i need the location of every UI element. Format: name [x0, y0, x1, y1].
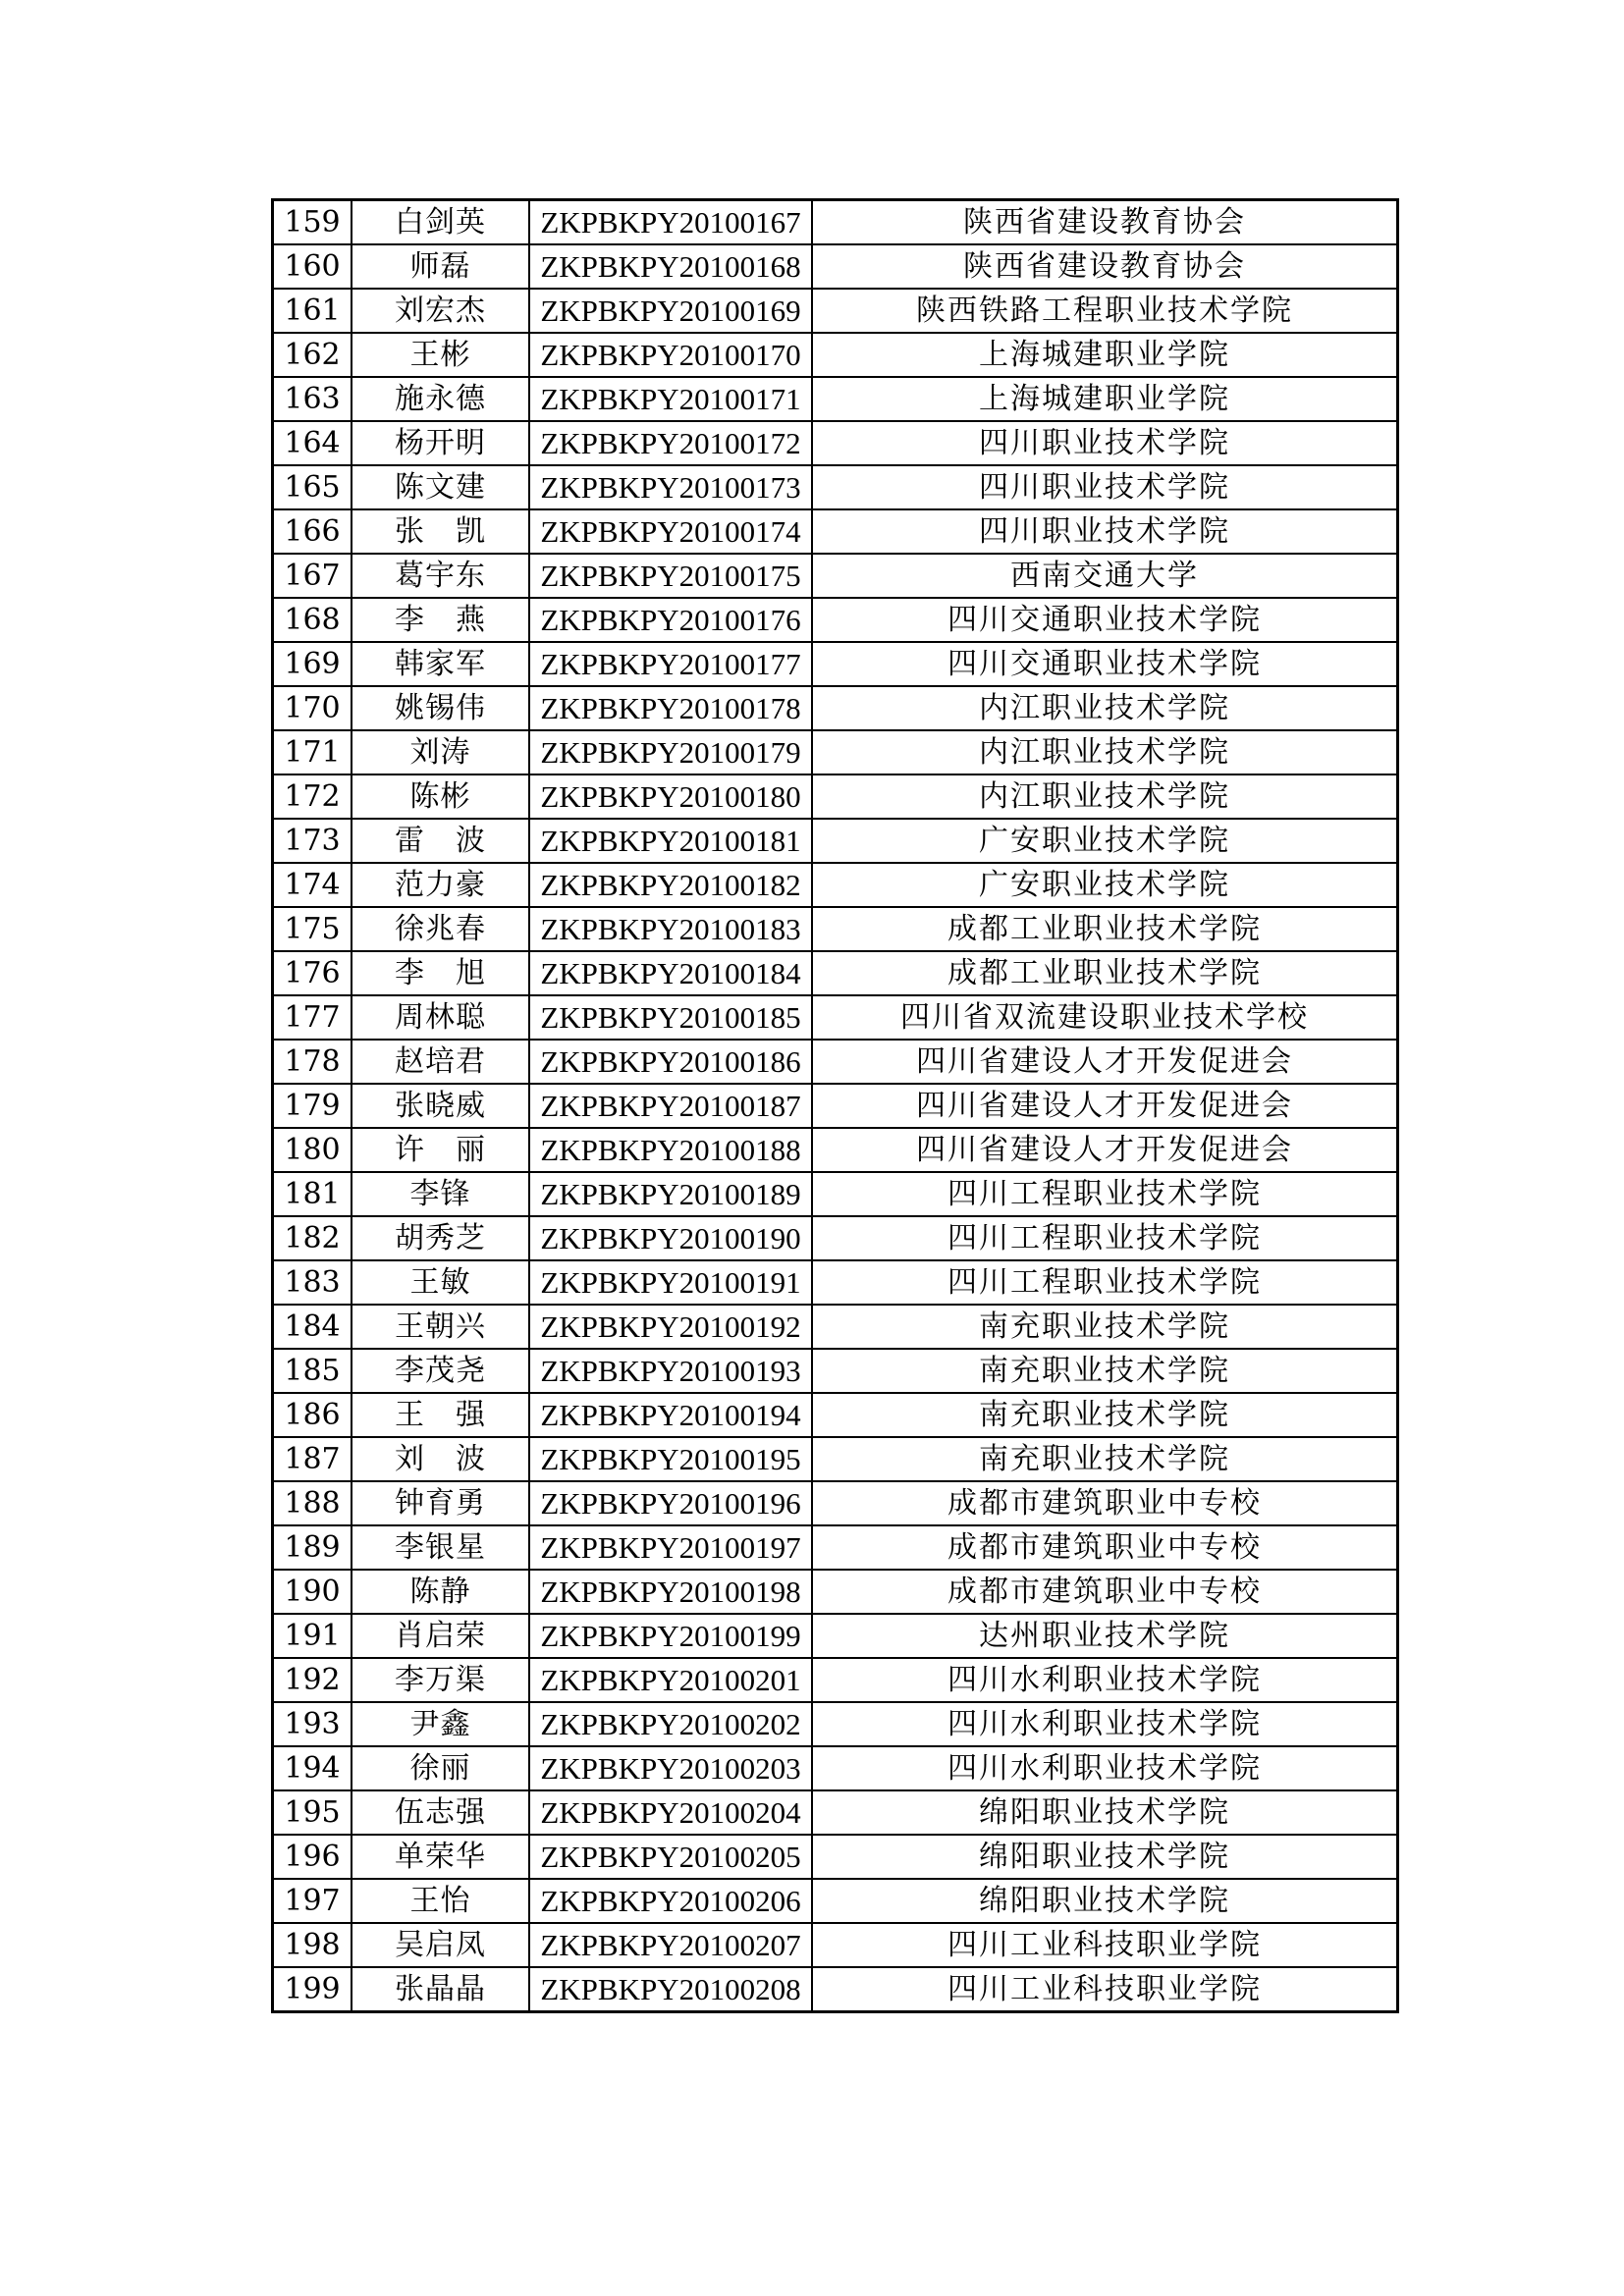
person-name-cell: 白剑英: [352, 200, 529, 245]
person-name-cell: 范力豪: [352, 863, 529, 907]
organization-cell: 四川工业科技职业学院: [812, 1967, 1398, 2012]
table-row: [273, 686, 1398, 730]
person-name-cell: 雷 波: [352, 819, 529, 863]
organization-cell: 南充职业技术学院: [812, 1349, 1398, 1393]
person-name-cell: 刘涛: [352, 730, 529, 774]
person-name-cell: 葛宇东: [352, 554, 529, 598]
organization-cell: 成都工业职业技术学院: [812, 951, 1398, 995]
certificate-id-cell: ZKPBKPY20100199: [529, 1614, 812, 1658]
row-number-cell: 163: [273, 377, 352, 421]
certificate-id-cell: ZKPBKPY20100197: [529, 1525, 812, 1570]
organization-cell: 陕西省建设教育协会: [812, 200, 1398, 245]
certificate-id-cell: ZKPBKPY20100184: [529, 951, 812, 995]
row-number-cell: 168: [273, 598, 352, 642]
certificate-id-cell: ZKPBKPY20100201: [529, 1658, 812, 1702]
table-row: [273, 244, 1398, 289]
row-number-cell: 171: [273, 730, 352, 774]
table-row: [273, 1614, 1398, 1658]
table-row: [273, 863, 1398, 907]
person-name-cell: 王朝兴: [352, 1305, 529, 1349]
row-number-cell: 186: [273, 1393, 352, 1437]
organization-cell: 南充职业技术学院: [812, 1393, 1398, 1437]
table-row: [273, 1305, 1398, 1349]
person-name-cell: 王彬: [352, 333, 529, 377]
organization-cell: 四川工程职业技术学院: [812, 1172, 1398, 1216]
table-row: [273, 951, 1398, 995]
person-name-cell: 王怡: [352, 1879, 529, 1923]
person-name-cell: 尹鑫: [352, 1702, 529, 1746]
person-name-cell: 李 旭: [352, 951, 529, 995]
row-number-cell: 170: [273, 686, 352, 730]
row-number-cell: 188: [273, 1481, 352, 1525]
row-number-cell: 189: [273, 1525, 352, 1570]
row-number-cell: 182: [273, 1216, 352, 1260]
person-name-cell: 徐丽: [352, 1746, 529, 1790]
organization-cell: 成都工业职业技术学院: [812, 907, 1398, 951]
row-number-cell: 177: [273, 995, 352, 1040]
table-row: [273, 1260, 1398, 1305]
table-row: [273, 1128, 1398, 1172]
person-name-cell: 李银星: [352, 1525, 529, 1570]
table-row: [273, 1658, 1398, 1702]
organization-cell: 四川水利职业技术学院: [812, 1658, 1398, 1702]
table-row: [273, 377, 1398, 421]
certificate-id-cell: ZKPBKPY20100198: [529, 1570, 812, 1614]
organization-cell: 成都市建筑职业中专校: [812, 1481, 1398, 1525]
organization-cell: 南充职业技术学院: [812, 1437, 1398, 1481]
person-name-cell: 陈静: [352, 1570, 529, 1614]
organization-cell: 四川省建设人才开发促进会: [812, 1084, 1398, 1128]
certificate-id-cell: ZKPBKPY20100175: [529, 554, 812, 598]
row-number-cell: 187: [273, 1437, 352, 1481]
certificate-id-cell: ZKPBKPY20100169: [529, 289, 812, 333]
table-row: [273, 907, 1398, 951]
row-number-cell: 178: [273, 1040, 352, 1084]
certificate-id-cell: ZKPBKPY20100190: [529, 1216, 812, 1260]
table-row: [273, 1084, 1398, 1128]
table-row: [273, 1746, 1398, 1790]
person-name-cell: 胡秀芝: [352, 1216, 529, 1260]
organization-cell: 四川水利职业技术学院: [812, 1702, 1398, 1746]
table-row: [273, 598, 1398, 642]
person-name-cell: 张晶晶: [352, 1967, 529, 2012]
roster-table-body: [273, 200, 1398, 2012]
row-number-cell: 167: [273, 554, 352, 598]
certificate-id-cell: ZKPBKPY20100193: [529, 1349, 812, 1393]
organization-cell: 四川工程职业技术学院: [812, 1260, 1398, 1305]
person-name-cell: 徐兆春: [352, 907, 529, 951]
row-number-cell: 185: [273, 1349, 352, 1393]
organization-cell: 绵阳职业技术学院: [812, 1835, 1398, 1879]
organization-cell: 四川职业技术学院: [812, 509, 1398, 554]
row-number-cell: 197: [273, 1879, 352, 1923]
row-number-cell: 193: [273, 1702, 352, 1746]
table-row: [273, 774, 1398, 819]
row-number-cell: 173: [273, 819, 352, 863]
certificate-id-cell: ZKPBKPY20100179: [529, 730, 812, 774]
table-row: [273, 289, 1398, 333]
row-number-cell: 172: [273, 774, 352, 819]
organization-cell: 四川职业技术学院: [812, 465, 1398, 509]
certificate-id-cell: ZKPBKPY20100174: [529, 509, 812, 554]
certificate-id-cell: ZKPBKPY20100203: [529, 1746, 812, 1790]
row-number-cell: 196: [273, 1835, 352, 1879]
organization-cell: 南充职业技术学院: [812, 1305, 1398, 1349]
certificate-id-cell: ZKPBKPY20100167: [529, 200, 812, 245]
person-name-cell: 陈文建: [352, 465, 529, 509]
row-number-cell: 190: [273, 1570, 352, 1614]
table-row: [273, 1967, 1398, 2012]
person-name-cell: 伍志强: [352, 1790, 529, 1835]
organization-cell: 陕西铁路工程职业技术学院: [812, 289, 1398, 333]
row-number-cell: 199: [273, 1967, 352, 2012]
row-number-cell: 183: [273, 1260, 352, 1305]
person-name-cell: 单荣华: [352, 1835, 529, 1879]
organization-cell: 成都市建筑职业中专校: [812, 1570, 1398, 1614]
certificate-id-cell: ZKPBKPY20100206: [529, 1879, 812, 1923]
row-number-cell: 174: [273, 863, 352, 907]
row-number-cell: 191: [273, 1614, 352, 1658]
table-row: [273, 1437, 1398, 1481]
person-name-cell: 李茂尧: [352, 1349, 529, 1393]
certificate-id-cell: ZKPBKPY20100189: [529, 1172, 812, 1216]
certificate-id-cell: ZKPBKPY20100196: [529, 1481, 812, 1525]
table-row: [273, 1216, 1398, 1260]
row-number-cell: 194: [273, 1746, 352, 1790]
table-row: [273, 819, 1398, 863]
row-number-cell: 175: [273, 907, 352, 951]
organization-cell: 绵阳职业技术学院: [812, 1879, 1398, 1923]
organization-cell: 四川省建设人才开发促进会: [812, 1040, 1398, 1084]
table-row: [273, 200, 1398, 245]
table-row: [273, 1790, 1398, 1835]
organization-cell: 广安职业技术学院: [812, 819, 1398, 863]
table-row: [273, 1393, 1398, 1437]
organization-cell: 陕西省建设教育协会: [812, 244, 1398, 289]
certificate-id-cell: ZKPBKPY20100183: [529, 907, 812, 951]
certificate-id-cell: ZKPBKPY20100188: [529, 1128, 812, 1172]
organization-cell: 上海城建职业学院: [812, 377, 1398, 421]
certificate-id-cell: ZKPBKPY20100180: [529, 774, 812, 819]
certificate-id-cell: ZKPBKPY20100181: [529, 819, 812, 863]
organization-cell: 四川水利职业技术学院: [812, 1746, 1398, 1790]
person-name-cell: 许 丽: [352, 1128, 529, 1172]
person-name-cell: 陈彬: [352, 774, 529, 819]
certificate-id-cell: ZKPBKPY20100176: [529, 598, 812, 642]
person-name-cell: 杨开明: [352, 421, 529, 465]
certificate-id-cell: ZKPBKPY20100172: [529, 421, 812, 465]
person-name-cell: 韩家军: [352, 642, 529, 686]
certificate-id-cell: ZKPBKPY20100195: [529, 1437, 812, 1481]
table-row: [273, 730, 1398, 774]
organization-cell: 四川职业技术学院: [812, 421, 1398, 465]
certificate-id-cell: ZKPBKPY20100205: [529, 1835, 812, 1879]
table-row: [273, 333, 1398, 377]
table-row: [273, 1525, 1398, 1570]
table-row: [273, 1172, 1398, 1216]
certificate-id-cell: ZKPBKPY20100185: [529, 995, 812, 1040]
row-number-cell: 180: [273, 1128, 352, 1172]
certificate-id-cell: ZKPBKPY20100177: [529, 642, 812, 686]
row-number-cell: 161: [273, 289, 352, 333]
row-number-cell: 169: [273, 642, 352, 686]
organization-cell: 内江职业技术学院: [812, 730, 1398, 774]
person-name-cell: 赵培君: [352, 1040, 529, 1084]
person-name-cell: 刘宏杰: [352, 289, 529, 333]
organization-cell: 内江职业技术学院: [812, 686, 1398, 730]
certificate-id-cell: ZKPBKPY20100194: [529, 1393, 812, 1437]
certificate-id-cell: ZKPBKPY20100208: [529, 1967, 812, 2012]
organization-cell: 广安职业技术学院: [812, 863, 1398, 907]
organization-cell: 四川省双流建设职业技术学校: [812, 995, 1398, 1040]
certificate-id-cell: ZKPBKPY20100171: [529, 377, 812, 421]
person-name-cell: 张 凯: [352, 509, 529, 554]
table-row: [273, 421, 1398, 465]
person-name-cell: 钟育勇: [352, 1481, 529, 1525]
certificate-id-cell: ZKPBKPY20100202: [529, 1702, 812, 1746]
table-row: [273, 554, 1398, 598]
row-number-cell: 195: [273, 1790, 352, 1835]
organization-cell: 四川交通职业技术学院: [812, 598, 1398, 642]
person-name-cell: 肖启荣: [352, 1614, 529, 1658]
certificate-id-cell: ZKPBKPY20100207: [529, 1923, 812, 1967]
organization-cell: 内江职业技术学院: [812, 774, 1398, 819]
certificate-id-cell: ZKPBKPY20100173: [529, 465, 812, 509]
table-row: [273, 1570, 1398, 1614]
organization-cell: 成都市建筑职业中专校: [812, 1525, 1398, 1570]
person-name-cell: 施永德: [352, 377, 529, 421]
certificate-id-cell: ZKPBKPY20100187: [529, 1084, 812, 1128]
certificate-id-cell: ZKPBKPY20100191: [529, 1260, 812, 1305]
row-number-cell: 176: [273, 951, 352, 995]
person-name-cell: 吴启凤: [352, 1923, 529, 1967]
row-number-cell: 159: [273, 200, 352, 245]
table-row: [273, 1040, 1398, 1084]
certificate-id-cell: ZKPBKPY20100182: [529, 863, 812, 907]
organization-cell: 达州职业技术学院: [812, 1614, 1398, 1658]
certificate-id-cell: ZKPBKPY20100192: [529, 1305, 812, 1349]
row-number-cell: 198: [273, 1923, 352, 1967]
row-number-cell: 179: [273, 1084, 352, 1128]
table-row: [273, 465, 1398, 509]
table-row: [273, 1835, 1398, 1879]
person-name-cell: 张晓威: [352, 1084, 529, 1128]
roster-table: [271, 198, 1399, 2013]
person-name-cell: 刘 波: [352, 1437, 529, 1481]
organization-cell: 四川工程职业技术学院: [812, 1216, 1398, 1260]
table-row: [273, 642, 1398, 686]
organization-cell: 西南交通大学: [812, 554, 1398, 598]
organization-cell: 四川工业科技职业学院: [812, 1923, 1398, 1967]
person-name-cell: 姚锡伟: [352, 686, 529, 730]
certificate-id-cell: ZKPBKPY20100186: [529, 1040, 812, 1084]
certificate-id-cell: ZKPBKPY20100178: [529, 686, 812, 730]
table-row: [273, 1481, 1398, 1525]
certificate-id-cell: ZKPBKPY20100168: [529, 244, 812, 289]
table-row: [273, 1349, 1398, 1393]
person-name-cell: 李万渠: [352, 1658, 529, 1702]
row-number-cell: 165: [273, 465, 352, 509]
person-name-cell: 李 燕: [352, 598, 529, 642]
person-name-cell: 王 强: [352, 1393, 529, 1437]
person-name-cell: 王敏: [352, 1260, 529, 1305]
organization-cell: 绵阳职业技术学院: [812, 1790, 1398, 1835]
person-name-cell: 周林聪: [352, 995, 529, 1040]
organization-cell: 四川交通职业技术学院: [812, 642, 1398, 686]
table-row: [273, 1923, 1398, 1967]
organization-cell: 四川省建设人才开发促进会: [812, 1128, 1398, 1172]
table-row: [273, 1702, 1398, 1746]
table-row: [273, 509, 1398, 554]
table-row: [273, 1879, 1398, 1923]
row-number-cell: 192: [273, 1658, 352, 1702]
organization-cell: 上海城建职业学院: [812, 333, 1398, 377]
row-number-cell: 162: [273, 333, 352, 377]
row-number-cell: 181: [273, 1172, 352, 1216]
row-number-cell: 184: [273, 1305, 352, 1349]
row-number-cell: 164: [273, 421, 352, 465]
row-number-cell: 166: [273, 509, 352, 554]
person-name-cell: 李锋: [352, 1172, 529, 1216]
certificate-id-cell: ZKPBKPY20100204: [529, 1790, 812, 1835]
row-number-cell: 160: [273, 244, 352, 289]
certificate-id-cell: ZKPBKPY20100170: [529, 333, 812, 377]
table-row: [273, 995, 1398, 1040]
person-name-cell: 师磊: [352, 244, 529, 289]
